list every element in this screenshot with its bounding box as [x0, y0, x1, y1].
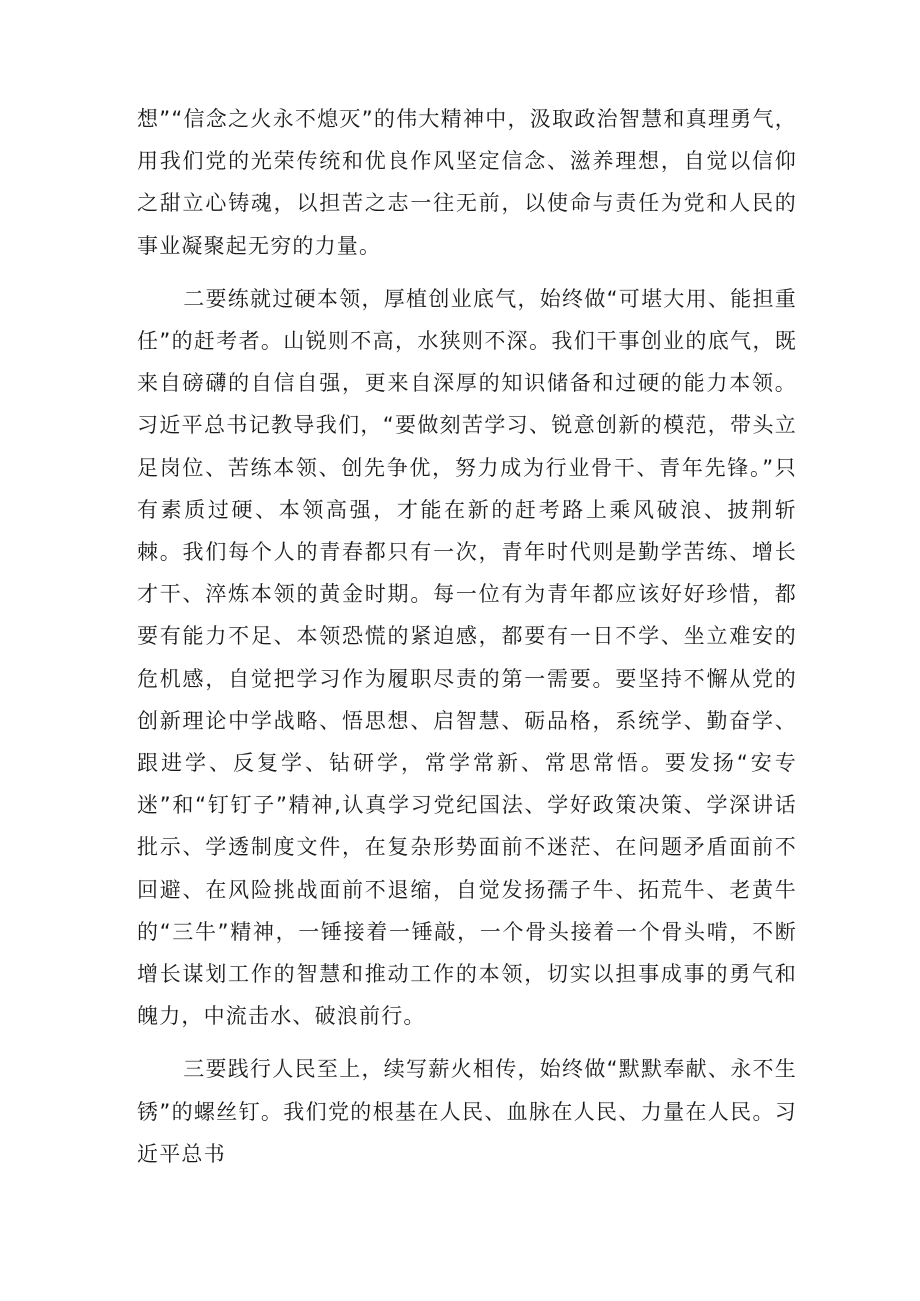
document-body — [137, 98, 797, 1186]
paragraph-third-point: 三要践行人民至上，续写薪火相传，始终做“默默奉献、永不生锈”的螺丝钉。我们党的根基在人民、血脉在人民、力量在人民。习近平总书 — [137, 1057, 797, 1166]
paragraph-second-point: 二要练就过硬本领，厚植创业底气，始终做“可堪大用、能担重任”的赶考者。山锐则不高，水狭则不深。我们干事创业的底气，既来自磅礴的自信自强，更来自深厚的知识储备和过硬的能力本领。习近平总书记教导我们，“要做刻苦学习、锐意创新的模范，带头立足岗位、苦练本领、创先争优，努力成为行业骨干、青年先锋。”只有素质过硬、本领高强，才能在新的赶考路上乘风破浪、披荆斩棘。我们每个人的青春都只有一次，青年时代则是勤学苦练、增长才干、淬炼本领的黄金时期。每一位有为青年都应该好好珍惜，都要有能力不足、本领恐慌的紧迫感，都要有一日不学、坐立难安的危机感，自觉把学习作为履职尽责的第一需要。要坚持不懈从党的创新理论中学战略、悟思想、启智慧、砺品格，系统学、勤奋学、跟进学、反复学、钻研学，常学常新、常思常悟。要发扬“安专迷”和“钉钉子”精神,认真学习党纪国法、学好政策决策、学深讲话批示、学透制度文件，在复杂形势面前不迷茫、在问题矛盾面前不回避、在风险挑战面前不退缩，自觉发扬孺子牛、拓荒牛、老黄牛的“三牛”精神，一锤接着一锤敲，一个骨头接着一个骨头啃，不断增长谋划工作的智慧和推动工作的本领，切实以担事成事的勇气和魄力，中流击水、破浪前行。 — [137, 286, 797, 1029]
paragraph-continuation: 想”“信念之火永不熄灭”的伟大精神中，汲取政治智慧和真理勇气，用我们党的光荣传统和优良作风坚定信念、滋养理想，自觉以信仰之甜立心铸魂，以担苦之志一往无前，以使命与责任为党和人民的事业凝聚起无穷的力量。 — [137, 107, 797, 258]
